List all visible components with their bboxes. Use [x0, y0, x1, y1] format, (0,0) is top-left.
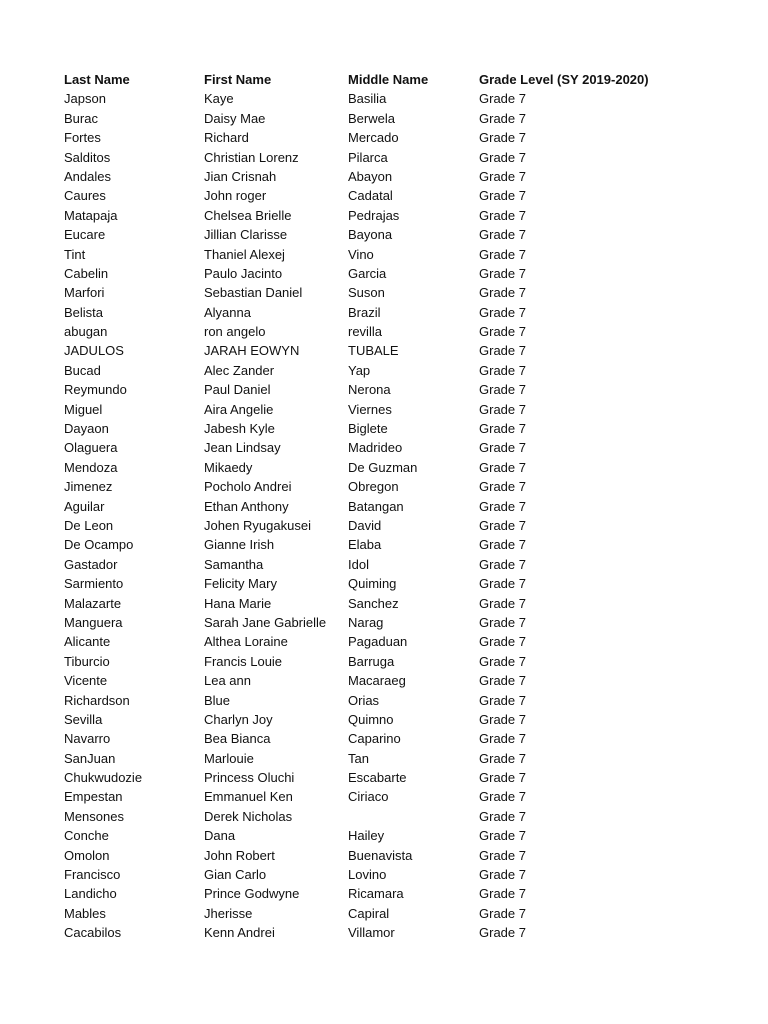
first-name-cell: Lea ann	[204, 673, 251, 689]
first-name-cell: Charlyn Joy	[204, 711, 273, 727]
table-row	[64, 225, 724, 244]
last-name-cell: Sevilla	[64, 711, 103, 727]
middle-name-cell: Escabarte	[348, 770, 407, 786]
first-name-cell: Daisy Mae	[204, 110, 266, 126]
middle-name-cell: Biglete	[348, 421, 388, 437]
middle-name-cell: Lovino	[348, 867, 387, 883]
middle-name-cell: Pilarca	[348, 149, 388, 165]
table-row	[64, 768, 724, 787]
first-name-cell: Pocholo Andrei	[204, 479, 292, 495]
grade-level-cell: Grade 7	[479, 91, 526, 107]
middle-name-cell: Obregon	[348, 479, 399, 495]
middle-name-cell: Batangan	[348, 498, 404, 514]
middle-name-cell: Viernes	[348, 401, 392, 417]
grade-level-cell: Grade 7	[479, 886, 526, 902]
first-name-cell: Gian Carlo	[204, 867, 267, 883]
table-row	[64, 787, 724, 806]
first-name-cell: Prince Godwyne	[204, 886, 300, 902]
first-name-cell: Blue	[204, 692, 231, 708]
last-name-cell: abugan	[64, 324, 108, 340]
last-name-cell: Malazarte	[64, 595, 122, 611]
first-name-cell: Johen Ryugakusei	[204, 517, 311, 533]
table-row	[64, 186, 724, 205]
first-name-cell: Sebastian Daniel	[204, 285, 303, 301]
grade-level-cell: Grade 7	[479, 808, 526, 824]
middle-name-cell: Orias	[348, 692, 380, 708]
last-name-cell: Alicante	[64, 634, 111, 650]
middle-name-cell: De Guzman	[348, 459, 418, 475]
middle-name-cell: Narag	[348, 614, 384, 630]
table-row	[64, 322, 724, 341]
grade-level-cell: Grade 7	[479, 828, 526, 844]
middle-name-cell: TUBALE	[348, 343, 399, 359]
table-row	[64, 400, 724, 419]
last-name-cell: Marfori	[64, 285, 105, 301]
middle-name-cell: Vino	[348, 246, 374, 262]
table-row	[64, 574, 724, 593]
table-row	[64, 555, 724, 574]
first-name-cell: Jillian Clarisse	[204, 227, 288, 243]
first-name-cell: Emmanuel Ken	[204, 789, 293, 805]
grade-level-cell: Grade 7	[479, 905, 526, 921]
first-name-cell: Felicity Mary	[204, 576, 277, 592]
first-name-cell: Alyanna	[204, 304, 251, 320]
grade-level-cell: Grade 7	[479, 595, 526, 611]
last-name-cell: Eucare	[64, 227, 106, 243]
last-name-cell: Navarro	[64, 731, 111, 747]
first-name-cell: Jian Crisnah	[204, 168, 277, 184]
grade-level-cell: Grade 7	[479, 731, 526, 747]
last-name-cell: JADULOS	[64, 343, 124, 359]
first-name-cell: Derek Nicholas	[204, 808, 293, 824]
table-row	[64, 826, 724, 845]
grade-level-cell: Grade 7	[479, 324, 526, 340]
first-name-cell: Paul Daniel	[204, 382, 271, 398]
table-row	[64, 516, 724, 535]
table-row	[64, 109, 724, 128]
table-row	[64, 89, 724, 108]
grade-level-cell: Grade 7	[479, 149, 526, 165]
grade-level-cell: Grade 7	[479, 517, 526, 533]
table-row	[64, 303, 724, 322]
last-name-cell: Vicente	[64, 673, 108, 689]
first-name-cell: Alec Zander	[204, 362, 275, 378]
grade-level-cell: Grade 7	[479, 382, 526, 398]
last-name-cell: Burac	[64, 110, 98, 126]
first-name-cell: Jabesh Kyle	[204, 421, 275, 437]
first-name-cell: Ethan Anthony	[204, 498, 289, 514]
last-name-cell: Aguilar	[64, 498, 105, 514]
first-name-cell: JARAH EOWYN	[204, 343, 300, 359]
last-name-cell: Francisco	[64, 867, 121, 883]
first-name-cell: ron angelo	[204, 324, 266, 340]
grade-level-cell: Grade 7	[479, 227, 526, 243]
table-row	[64, 477, 724, 496]
grade-level-cell: Grade 7	[479, 634, 526, 650]
grade-level-cell: Grade 7	[479, 459, 526, 475]
grade-level-cell: Grade 7	[479, 925, 526, 941]
table-row	[64, 865, 724, 884]
table-row	[64, 884, 724, 903]
grade-level-cell: Grade 7	[479, 653, 526, 669]
first-name-cell: John roger	[204, 188, 267, 204]
middle-name-cell: Ciriaco	[348, 789, 389, 805]
last-name-cell: Japson	[64, 91, 106, 107]
grade-level-cell: Grade 7	[479, 110, 526, 126]
grade-level-cell: Grade 7	[479, 847, 526, 863]
first-name-cell: Althea Loraine	[204, 634, 288, 650]
last-name-cell: Empestan	[64, 789, 123, 805]
last-name-cell: Miguel	[64, 401, 103, 417]
header-first-name: First Name	[204, 72, 272, 87]
grade-level-cell: Grade 7	[479, 711, 526, 727]
middle-name-cell: Villamor	[348, 925, 395, 941]
first-name-cell: Jean Lindsay	[204, 440, 281, 456]
table-row	[64, 419, 724, 438]
grade-level-cell: Grade 7	[479, 576, 526, 592]
last-name-cell: Bucad	[64, 362, 101, 378]
middle-name-cell: Tan	[348, 750, 369, 766]
first-name-cell: Samantha	[204, 556, 264, 572]
last-name-cell: Caures	[64, 188, 106, 204]
last-name-cell: Salditos	[64, 149, 111, 165]
first-name-cell: Gianne Irish	[204, 537, 275, 553]
table-row	[64, 245, 724, 264]
middle-name-cell: Idol	[348, 556, 369, 572]
last-name-cell: SanJuan	[64, 750, 116, 766]
middle-name-cell: Madrideo	[348, 440, 403, 456]
first-name-cell: Mikaedy	[204, 459, 253, 475]
header-grade-level: Grade Level (SY 2019-2020)	[479, 72, 649, 87]
last-name-cell: Tint	[64, 246, 86, 262]
table-row	[64, 749, 724, 768]
first-name-cell: Dana	[204, 828, 236, 844]
table-row	[64, 148, 724, 167]
grade-level-cell: Grade 7	[479, 188, 526, 204]
middle-name-cell: David	[348, 517, 382, 533]
grade-level-cell: Grade 7	[479, 304, 526, 320]
first-name-cell: Francis Louie	[204, 653, 283, 669]
last-name-cell: Andales	[64, 168, 111, 184]
middle-name-cell: Caparino	[348, 731, 401, 747]
last-name-cell: Jimenez	[64, 479, 113, 495]
middle-name-cell: Capiral	[348, 905, 390, 921]
middle-name-cell: Suson	[348, 285, 385, 301]
table-row	[64, 535, 724, 554]
first-name-cell: Thaniel Alexej	[204, 246, 285, 262]
first-name-cell: Marlouie	[204, 750, 254, 766]
last-name-cell: De Leon	[64, 517, 114, 533]
table-row	[64, 904, 724, 923]
table-row	[64, 846, 724, 865]
last-name-cell: Matapaja	[64, 207, 118, 223]
table-row	[64, 361, 724, 380]
first-name-cell: Aira Angelie	[204, 401, 274, 417]
table-row	[64, 594, 724, 613]
first-name-cell: Paulo Jacinto	[204, 265, 283, 281]
grade-level-cell: Grade 7	[479, 207, 526, 223]
grade-level-cell: Grade 7	[479, 673, 526, 689]
first-name-cell: Princess Oluchi	[204, 770, 295, 786]
grade-level-cell: Grade 7	[479, 168, 526, 184]
middle-name-cell: Nerona	[348, 382, 391, 398]
middle-name-cell: Hailey	[348, 828, 385, 844]
middle-name-cell: Sanchez	[348, 595, 399, 611]
header-middle-name: Middle Name	[348, 72, 429, 87]
table-body	[64, 89, 724, 942]
table-row	[64, 283, 724, 302]
grade-level-cell: Grade 7	[479, 362, 526, 378]
table-row	[64, 438, 724, 457]
header-last-name: Last Name	[64, 72, 130, 87]
grade-level-cell: Grade 7	[479, 265, 526, 281]
table-row	[64, 206, 724, 225]
first-name-cell: John Robert	[204, 847, 275, 863]
last-name-cell: Richardson	[64, 692, 130, 708]
last-name-cell: Reymundo	[64, 382, 127, 398]
last-name-cell: De Ocampo	[64, 537, 134, 553]
last-name-cell: Omolon	[64, 847, 110, 863]
middle-name-cell: Basilia	[348, 91, 387, 107]
table-row	[64, 923, 724, 942]
middle-name-cell: Macaraeg	[348, 673, 406, 689]
middle-name-cell: revilla	[348, 324, 382, 340]
last-name-cell: Mensones	[64, 808, 124, 824]
table-row	[64, 380, 724, 399]
grade-level-cell: Grade 7	[479, 421, 526, 437]
table-row	[64, 710, 724, 729]
last-name-cell: Fortes	[64, 130, 101, 146]
last-name-cell: Cabelin	[64, 265, 109, 281]
middle-name-cell: Ricamara	[348, 886, 404, 902]
table-row	[64, 691, 724, 710]
middle-name-cell: Abayon	[348, 168, 393, 184]
table-row	[64, 458, 724, 477]
grade-level-cell: Grade 7	[479, 750, 526, 766]
table-row	[64, 671, 724, 690]
middle-name-cell: Barruga	[348, 653, 395, 669]
grade-level-cell: Grade 7	[479, 614, 526, 630]
first-name-cell: Chelsea Brielle	[204, 207, 292, 223]
last-name-cell: Landicho	[64, 886, 117, 902]
table-row	[64, 652, 724, 671]
table-row	[64, 341, 724, 360]
grade-level-cell: Grade 7	[479, 246, 526, 262]
middle-name-cell: Bayona	[348, 227, 393, 243]
middle-name-cell: Mercado	[348, 130, 399, 146]
first-name-cell: Richard	[204, 130, 249, 146]
middle-name-cell: Cadatal	[348, 188, 393, 204]
last-name-cell: Sarmiento	[64, 576, 124, 592]
first-name-cell: Sarah Jane Gabrielle	[204, 614, 327, 630]
grade-level-cell: Grade 7	[479, 556, 526, 572]
last-name-cell: Olaguera	[64, 440, 118, 456]
middle-name-cell: Elaba	[348, 537, 382, 553]
last-name-cell: Conche	[64, 828, 109, 844]
last-name-cell: Mables	[64, 905, 106, 921]
first-name-cell: Hana Marie	[204, 595, 272, 611]
last-name-cell: Manguera	[64, 614, 123, 630]
middle-name-cell: Buenavista	[348, 847, 413, 863]
grade-level-cell: Grade 7	[479, 130, 526, 146]
table-row	[64, 128, 724, 147]
grade-level-cell: Grade 7	[479, 498, 526, 514]
middle-name-cell: Berwela	[348, 110, 395, 126]
last-name-cell: Tiburcio	[64, 653, 110, 669]
last-name-cell: Mendoza	[64, 459, 118, 475]
grade-level-cell: Grade 7	[479, 343, 526, 359]
table-row	[64, 807, 724, 826]
middle-name-cell: Brazil	[348, 304, 381, 320]
grade-level-cell: Grade 7	[479, 770, 526, 786]
grade-level-cell: Grade 7	[479, 537, 526, 553]
middle-name-cell: Garcia	[348, 265, 387, 281]
grade-level-cell: Grade 7	[479, 692, 526, 708]
last-name-cell: Cacabilos	[64, 925, 122, 941]
last-name-cell: Chukwudozie	[64, 770, 143, 786]
student-roster-table	[64, 70, 724, 943]
grade-level-cell: Grade 7	[479, 401, 526, 417]
first-name-cell: Kenn Andrei	[204, 925, 275, 941]
first-name-cell: Jherisse	[204, 905, 253, 921]
middle-name-cell: Quimno	[348, 711, 394, 727]
grade-level-cell: Grade 7	[479, 867, 526, 883]
grade-level-cell: Grade 7	[479, 479, 526, 495]
middle-name-cell: Quiming	[348, 576, 397, 592]
first-name-cell: Bea Bianca	[204, 731, 271, 747]
table-row	[64, 632, 724, 651]
last-name-cell: Gastador	[64, 556, 118, 572]
middle-name-cell: Pedrajas	[348, 207, 400, 223]
middle-name-cell: Yap	[348, 362, 371, 378]
table-row	[64, 497, 724, 516]
grade-level-cell: Grade 7	[479, 789, 526, 805]
last-name-cell: Belista	[64, 304, 104, 320]
grade-level-cell: Grade 7	[479, 440, 526, 456]
table-header-row	[64, 70, 724, 89]
middle-name-cell	[348, 807, 479, 826]
middle-name-cell: Pagaduan	[348, 634, 408, 650]
table-row	[64, 264, 724, 283]
table-row	[64, 167, 724, 186]
last-name-cell: Dayaon	[64, 421, 109, 437]
grade-level-cell: Grade 7	[479, 285, 526, 301]
table-row	[64, 729, 724, 748]
first-name-cell: Christian Lorenz	[204, 149, 299, 165]
table-row	[64, 613, 724, 632]
first-name-cell: Kaye	[204, 91, 234, 107]
